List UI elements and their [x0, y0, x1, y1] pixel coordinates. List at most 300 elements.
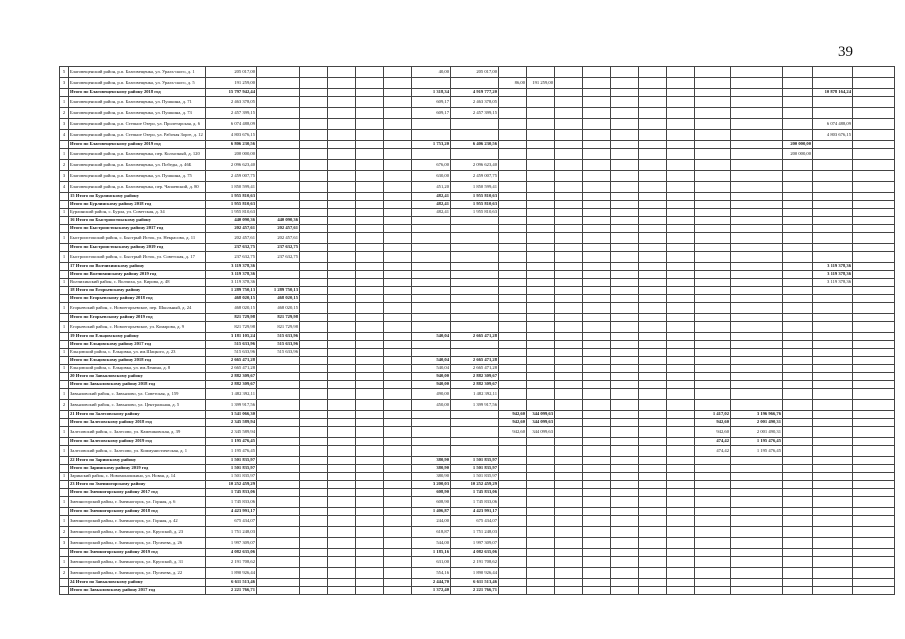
cell-empty [555, 438, 583, 446]
cell-gas [257, 373, 300, 381]
cell-total: 2 882 309,67 [206, 381, 257, 389]
cell-total: 1 955 810,63 [206, 201, 257, 209]
cell-empty [583, 271, 611, 279]
cell-cost: 10 252 459,29 [451, 481, 499, 489]
cell-total: 2 463 378,05 [206, 97, 257, 108]
cell-v: 6 074 488,09 [813, 119, 853, 130]
cell-empty [356, 438, 384, 446]
cell-v [813, 201, 853, 209]
cell-u [783, 78, 813, 89]
cell-empty [384, 473, 412, 481]
cell-q [731, 287, 783, 295]
cell-empty [853, 193, 895, 201]
cell-p [695, 201, 731, 209]
cell-empty [853, 271, 895, 279]
cell-empty [853, 322, 895, 333]
cell-empty [853, 333, 895, 341]
cell-empty [639, 549, 667, 557]
cell-p [695, 381, 731, 389]
cell-empty [555, 130, 583, 141]
cell-empty [611, 349, 639, 357]
cell-cost: 1 850 599,41 [451, 182, 499, 193]
cell-q [731, 209, 783, 217]
cell-k [499, 271, 527, 279]
cell-n: 1 [60, 497, 69, 508]
table-total-row [60, 587, 895, 595]
cell-empty [328, 357, 356, 365]
cell-u [783, 411, 813, 419]
cell-l [527, 295, 555, 303]
cell-empty [328, 489, 356, 497]
table-total-row [60, 419, 895, 427]
cell-empty [555, 322, 583, 333]
cell-addr: Благовещенский район, р.п. Степное Озеро, ул. Пролетарская, д. 6 [69, 119, 206, 130]
table-row [60, 557, 895, 568]
cell-n [60, 193, 69, 201]
table-row [60, 67, 895, 78]
cell-total: 4 803 676,15 [206, 130, 257, 141]
cell-k [499, 108, 527, 119]
cell-empty [328, 381, 356, 389]
cell-area [412, 446, 451, 457]
cell-area: 1 185,16 [412, 549, 451, 557]
repair-schedule-table [59, 66, 895, 595]
cell-empty [300, 89, 328, 97]
cell-empty [639, 263, 667, 271]
cell-empty [328, 244, 356, 252]
cell-area: 1 372,40 [412, 587, 451, 595]
cell-empty [611, 303, 639, 314]
cell-cost: 1 501 835,97 [451, 465, 499, 473]
cell-empty [384, 411, 412, 419]
cell-empty [300, 333, 328, 341]
cell-empty [639, 349, 667, 357]
cell-gas [257, 465, 300, 473]
cell-empty [667, 538, 695, 549]
cell-empty [356, 67, 384, 78]
cell-n [60, 141, 69, 149]
cell-p [695, 141, 731, 149]
cell-empty [300, 303, 328, 314]
cell-n [60, 587, 69, 595]
cell-area [412, 341, 451, 349]
cell-empty [300, 97, 328, 108]
cell-p [695, 171, 731, 182]
cell-n [60, 357, 69, 365]
cell-empty [300, 527, 328, 538]
cell-empty [356, 244, 384, 252]
cell-empty [555, 193, 583, 201]
cell-empty [639, 527, 667, 538]
cell-empty [328, 365, 356, 373]
cell-empty [583, 130, 611, 141]
cell-area [412, 244, 451, 252]
cell-empty [853, 295, 895, 303]
cell-cost: 2 191 708,62 [451, 557, 499, 568]
cell-v [813, 489, 853, 497]
cell-empty [853, 579, 895, 587]
cell-v [813, 149, 853, 160]
cell-empty [667, 373, 695, 381]
cell-empty [328, 182, 356, 193]
cell-l [527, 549, 555, 557]
cell-empty [300, 508, 328, 516]
cell-u [783, 233, 813, 244]
cell-empty [555, 365, 583, 373]
cell-area: 1 406,87 [412, 508, 451, 516]
cell-empty [300, 341, 328, 349]
cell-addr: Итого по Змеиногорскому району 2017 год [69, 489, 206, 497]
cell-empty [356, 287, 384, 295]
cell-u [783, 568, 813, 579]
cell-q [731, 67, 783, 78]
cell-empty [639, 130, 667, 141]
cell-n: 3 [60, 171, 69, 182]
cell-empty [639, 322, 667, 333]
cell-u [783, 225, 813, 233]
cell-gas: 237 632,75 [257, 244, 300, 252]
cell-empty [356, 119, 384, 130]
cell-empty [639, 341, 667, 349]
cell-empty [667, 527, 695, 538]
cell-q [731, 527, 783, 538]
cell-k [499, 149, 527, 160]
cell-n [60, 244, 69, 252]
cell-empty [853, 473, 895, 481]
cell-q [731, 516, 783, 527]
cell-n: 1 [60, 279, 69, 287]
cell-l [527, 587, 555, 595]
cell-n: 1 [60, 322, 69, 333]
cell-total: 1 997 309,07 [206, 538, 257, 549]
cell-n: 1 [60, 516, 69, 527]
cell-empty [583, 209, 611, 217]
cell-k [499, 587, 527, 595]
table-total-row [60, 333, 895, 341]
cell-gas [257, 130, 300, 141]
cell-v [813, 411, 853, 419]
cell-area: 608,90 [412, 489, 451, 497]
cell-cost: 1 955 810,63 [451, 209, 499, 217]
cell-cost [451, 411, 499, 419]
cell-v [813, 438, 853, 446]
cell-cost: 1 890 926,44 [451, 568, 499, 579]
cell-total: 2 345 589,94 [206, 419, 257, 427]
cell-empty [639, 78, 667, 89]
cell-v [813, 473, 853, 481]
cell-p [695, 279, 731, 287]
table-total-row [60, 89, 895, 97]
cell-cost: 1 399 917,56 [451, 400, 499, 411]
cell-n [60, 411, 69, 419]
cell-empty [356, 233, 384, 244]
cell-empty [555, 357, 583, 365]
cell-n [60, 579, 69, 587]
table-total-row [60, 481, 895, 489]
table-total-row [60, 193, 895, 201]
cell-v [813, 568, 853, 579]
cell-n [60, 481, 69, 489]
cell-empty [300, 279, 328, 287]
table-row [60, 527, 895, 538]
cell-u [783, 516, 813, 527]
cell-empty [328, 171, 356, 182]
cell-cost: 6 611 513,46 [451, 579, 499, 587]
cell-empty [300, 438, 328, 446]
cell-addr: Змеиногорский район, г. Змеиногорск, ул. Пугачева, д. 22 [69, 568, 206, 579]
cell-n: 2 [60, 108, 69, 119]
table-total-row [60, 314, 895, 322]
cell-p [695, 209, 731, 217]
cell-l [527, 465, 555, 473]
cell-empty [328, 538, 356, 549]
cell-p [695, 160, 731, 171]
cell-empty [667, 381, 695, 389]
cell-empty [853, 201, 895, 209]
cell-area: 540,04 [412, 357, 451, 365]
cell-empty [611, 557, 639, 568]
cell-empty [611, 497, 639, 508]
cell-l [527, 373, 555, 381]
table-row [60, 516, 895, 527]
cell-empty [356, 279, 384, 287]
cell-v [813, 233, 853, 244]
cell-empty [328, 209, 356, 217]
cell-empty [300, 160, 328, 171]
cell-empty [853, 67, 895, 78]
cell-addr: Итого по Быстроистокскому району 2017 год [69, 225, 206, 233]
cell-empty [384, 119, 412, 130]
cell-empty [639, 97, 667, 108]
cell-empty [555, 587, 583, 595]
cell-empty [555, 67, 583, 78]
cell-u [783, 295, 813, 303]
cell-addr: Благовещенский район, р.п. Благовещенка, ул. Ураль-ского, д. 1 [69, 67, 206, 78]
cell-empty [853, 141, 895, 149]
cell-empty [583, 516, 611, 527]
cell-empty [300, 389, 328, 400]
cell-p [695, 389, 731, 400]
cell-empty [356, 557, 384, 568]
cell-empty [328, 446, 356, 457]
cell-empty [583, 549, 611, 557]
cell-empty [611, 333, 639, 341]
cell-v [813, 497, 853, 508]
cell-empty [356, 108, 384, 119]
cell-q: 2 001 490,31 [731, 419, 783, 427]
cell-empty [853, 549, 895, 557]
cell-empty [300, 182, 328, 193]
cell-empty [356, 341, 384, 349]
cell-empty [853, 411, 895, 419]
cell-empty [611, 457, 639, 465]
cell-k [499, 579, 527, 587]
cell-area: 380,90 [412, 465, 451, 473]
cell-u [783, 508, 813, 516]
cell-l [527, 141, 555, 149]
cell-q [731, 457, 783, 465]
cell-n: 1 [60, 252, 69, 263]
cell-l [527, 457, 555, 465]
cell-cost: 1 955 810,63 [451, 201, 499, 209]
cell-cost: 1 745 833,06 [451, 489, 499, 497]
cell-v: 4 803 676,15 [813, 130, 853, 141]
cell-total: 1 482 392,11 [206, 389, 257, 400]
cell-empty [583, 314, 611, 322]
table-row [60, 349, 895, 357]
cell-gas [257, 419, 300, 427]
cell-p [695, 587, 731, 595]
cell-l: 344 099,63 [527, 427, 555, 438]
cell-empty [583, 381, 611, 389]
cell-v [813, 303, 853, 314]
cell-empty [583, 279, 611, 287]
table-row [60, 365, 895, 373]
cell-empty [853, 489, 895, 497]
cell-u [783, 481, 813, 489]
cell-v [813, 160, 853, 171]
table-total-row [60, 287, 895, 295]
cell-p [695, 465, 731, 473]
cell-q [731, 557, 783, 568]
table-row [60, 473, 895, 481]
cell-empty [384, 568, 412, 579]
table-row [60, 171, 895, 182]
cell-q [731, 149, 783, 160]
cell-empty [611, 287, 639, 295]
cell-empty [555, 287, 583, 295]
cell-empty [667, 322, 695, 333]
cell-empty [328, 527, 356, 538]
cell-empty [300, 381, 328, 389]
cell-addr: Итого по Змеиногорскому району 2018 год [69, 508, 206, 516]
cell-l [527, 252, 555, 263]
cell-empty [667, 389, 695, 400]
cell-empty [639, 446, 667, 457]
cell-gas [257, 557, 300, 568]
cell-p [695, 78, 731, 89]
cell-empty [555, 182, 583, 193]
cell-k [499, 89, 527, 97]
cell-empty [583, 457, 611, 465]
cell-empty [639, 119, 667, 130]
cell-area [412, 271, 451, 279]
cell-cost: 4 919 777,20 [451, 89, 499, 97]
cell-area [412, 314, 451, 322]
cell-empty [328, 389, 356, 400]
cell-empty [611, 233, 639, 244]
cell-l [527, 182, 555, 193]
cell-empty [639, 193, 667, 201]
cell-empty [555, 411, 583, 419]
cell-empty [356, 411, 384, 419]
table-row [60, 209, 895, 217]
cell-q [731, 400, 783, 411]
cell-empty [853, 508, 895, 516]
cell-area: 1 318,34 [412, 89, 451, 97]
cell-q [731, 508, 783, 516]
cell-empty [300, 67, 328, 78]
cell-k [499, 549, 527, 557]
cell-gas [257, 481, 300, 489]
cell-gas: 237 632,75 [257, 252, 300, 263]
cell-empty [853, 160, 895, 171]
cell-n: 2 [60, 527, 69, 538]
cell-addr: Итого по Волчихинскому району 2019 год [69, 271, 206, 279]
cell-area [412, 217, 451, 225]
cell-area [412, 295, 451, 303]
cell-n: 2 [60, 400, 69, 411]
cell-empty [639, 217, 667, 225]
cell-gas: 821 729,98 [257, 322, 300, 333]
cell-empty [853, 516, 895, 527]
cell-k [499, 400, 527, 411]
cell-empty [328, 141, 356, 149]
cell-l [527, 217, 555, 225]
cell-empty [853, 365, 895, 373]
cell-area: 540,04 [412, 333, 451, 341]
cell-cost: 675 434,07 [451, 516, 499, 527]
cell-k [499, 130, 527, 141]
cell-empty [328, 67, 356, 78]
cell-k: 942,60 [499, 419, 527, 427]
cell-empty [384, 508, 412, 516]
cell-empty [328, 419, 356, 427]
cell-empty [300, 579, 328, 587]
cell-l [527, 201, 555, 209]
cell-empty [667, 400, 695, 411]
cell-q [731, 381, 783, 389]
cell-empty [667, 457, 695, 465]
cell-empty [300, 171, 328, 182]
cell-l [527, 438, 555, 446]
cell-q [731, 389, 783, 400]
cell-total: 1 745 833,06 [206, 489, 257, 497]
cell-u [783, 457, 813, 465]
cell-q [731, 333, 783, 341]
cell-area: 450,00 [412, 400, 451, 411]
table-total-row [60, 549, 895, 557]
cell-empty [384, 287, 412, 295]
cell-k [499, 357, 527, 365]
cell-addr: Итого по Благовещенскому району 2019 год [69, 141, 206, 149]
cell-l [527, 473, 555, 481]
cell-empty [384, 446, 412, 457]
cell-v [813, 182, 853, 193]
cell-empty [853, 587, 895, 595]
cell-empty [555, 538, 583, 549]
cell-empty [384, 279, 412, 287]
cell-empty [300, 373, 328, 381]
cell-area: 940,00 [412, 381, 451, 389]
cell-cost: 1 751 248,03 [451, 527, 499, 538]
cell-empty [555, 97, 583, 108]
cell-empty [583, 193, 611, 201]
cell-empty [300, 193, 328, 201]
cell-cost [451, 446, 499, 457]
cell-empty [639, 365, 667, 373]
cell-u [783, 130, 813, 141]
cell-u [783, 446, 813, 457]
cell-v [813, 465, 853, 473]
cell-empty [300, 400, 328, 411]
cell-empty [853, 225, 895, 233]
cell-total: 3 541 066,30 [206, 411, 257, 419]
cell-empty [555, 171, 583, 182]
cell-empty [583, 557, 611, 568]
table-total-row [60, 217, 895, 225]
cell-l [527, 516, 555, 527]
